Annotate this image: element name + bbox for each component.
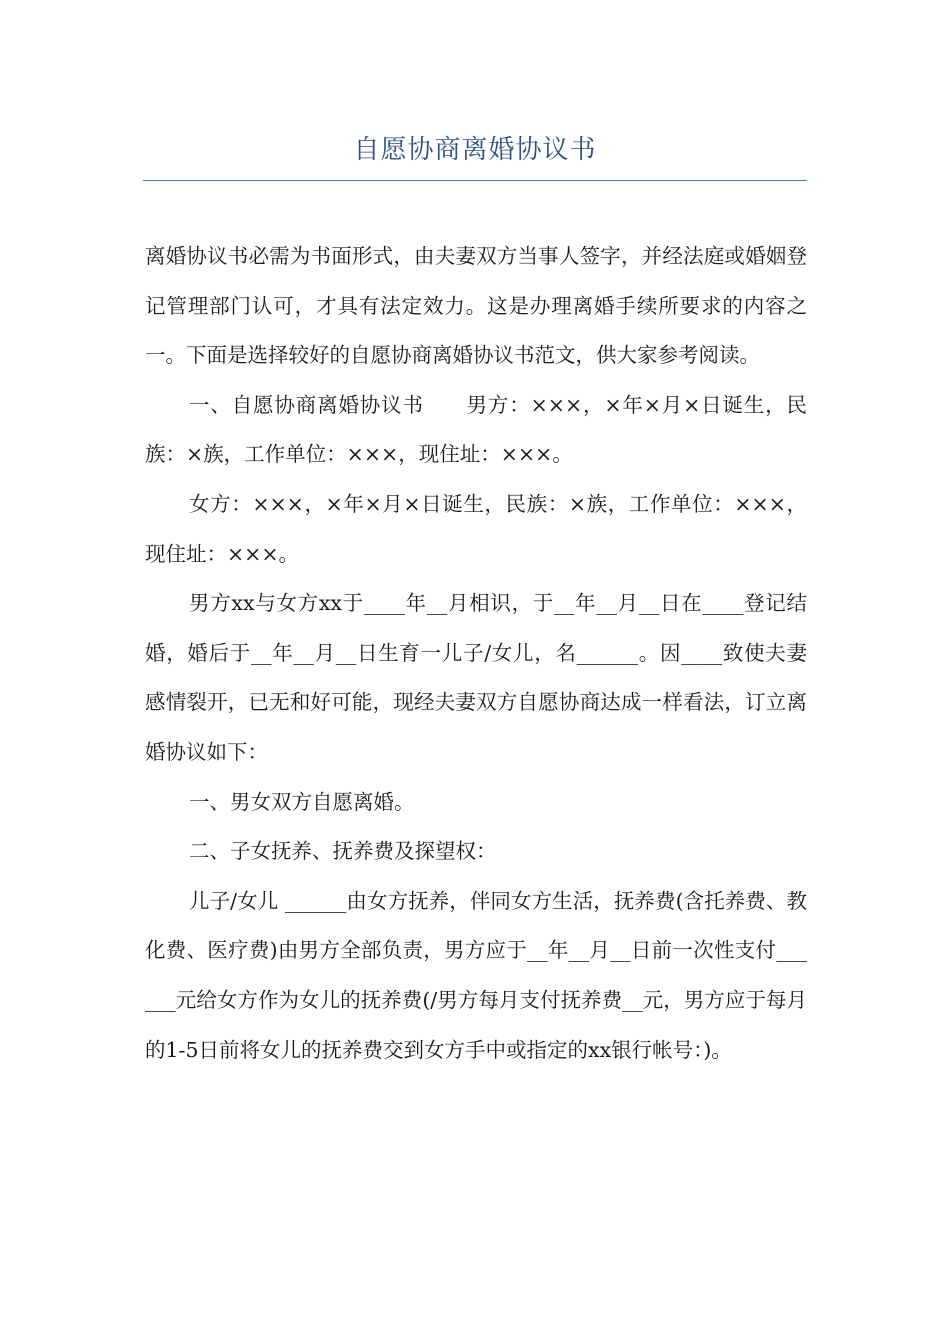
male-party-paragraph: 一、自愿协商离婚协议书 男方：×××，×年×月×日诞生，民族：×族，工作单位：×××，现住址：×××。 bbox=[145, 392, 807, 467]
title-underline bbox=[143, 180, 807, 181]
child-support-paragraph: 儿子/女儿 ______由女方抚养，伴同女方生活，抚养费(含托养费、教化费、医疗费)由男方全部负责，男方应于__年__月__日前一次性支付______元给女方作为女儿的抚养费(/男方每月支付抚养费__元，男方应于每月的1-5日前将女儿的抚养费交到女方手中或指定的xx银行帐号：)。 bbox=[145, 888, 807, 1062]
document-title: 自愿协商离婚协议书 bbox=[353, 135, 597, 165]
clause-1-paragraph: 一、男女双方自愿离婚。 bbox=[189, 789, 415, 814]
marriage-background-paragraph: 男方xx与女方xx于____年__月相识，于__年__月__日在____登记结婚，婚后于__年__月__日生育一儿子/女儿，名______。因____致使夫妻感情裂开，已无和好可能，现经夫妻双方自愿协商达成一样看法，订立离婚协议如下： bbox=[145, 591, 807, 764]
clause-2-heading: 二、子女抚养、抚养费及探望权： bbox=[189, 839, 497, 864]
intro-paragraph: 离婚协议书必需为书面形式，由夫妻双方当事人签字，并经法庭或婚姻登记管理部门认可，才具有法定效力。这是办理离婚手续所要求的内容之一。下面是选择较好的自愿协商离婚协议书范文，供大家参考阅读。 bbox=[145, 244, 807, 368]
female-party-paragraph: 女方：×××，×年×月×日诞生，民族：×族，工作单位：×××，现住址：×××。 bbox=[145, 491, 807, 566]
document-body bbox=[145, 232, 807, 1075]
